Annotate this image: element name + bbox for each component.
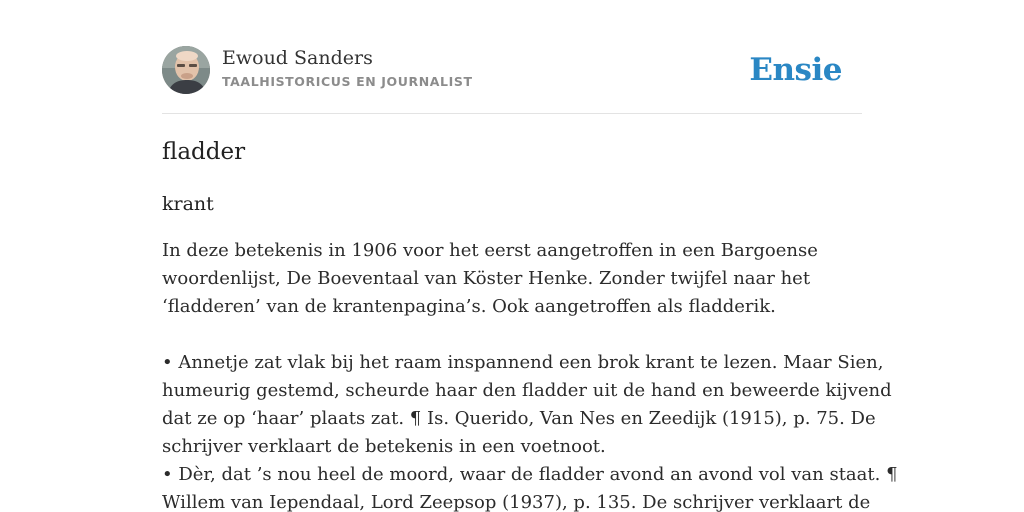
entry-meaning: krant (162, 193, 214, 215)
body-line: woordenlijst, De Boeventaal van Köster Henke. Zonder twijfel naar het (162, 268, 811, 289)
quote-line: • Dèr, dat ’s nou heel de moord, waar de fladder avond an avond vol van staat. ¶ (162, 464, 898, 485)
paragraph-break (162, 321, 862, 349)
header-divider (162, 113, 862, 114)
quote-line: Willem van Iependaal, Lord Zeepsop (1937), p. 135. De schrijver verklaart de (162, 492, 871, 512)
quote-line: schrijver verklaart de betekenis in een voetnoot. (162, 436, 606, 457)
author-header (162, 46, 862, 96)
body-line: In deze betekenis in 1906 voor het eerst aangetroffen in een Bargoense (162, 240, 818, 261)
author-portrait-icon (162, 46, 210, 94)
quote-line: • Annetje zat vlak bij het raam inspannend een brok krant te lezen. Maar Sien, (162, 352, 884, 373)
entry-title: fladder (162, 139, 246, 165)
author-name[interactable]: Ewoud Sanders (222, 47, 373, 69)
author-role: TAALHISTORICUS EN JOURNALIST (222, 74, 473, 89)
avatar[interactable] (162, 46, 210, 94)
brand-logo[interactable]: Ensie (749, 52, 842, 88)
entry-body (162, 237, 898, 512)
quote-line: dat ze op ‘haar’ plaats zat. ¶ Is. Querido, Van Nes en Zeedijk (1915), p. 75. De (162, 408, 876, 429)
body-line: ‘fladderen’ van de krantenpagina’s. Ook aangetroffen als fladderik. (162, 296, 776, 317)
quote-line: humeurig gestemd, scheurde haar den fladder uit de hand en beweerde kijvend (162, 380, 892, 401)
